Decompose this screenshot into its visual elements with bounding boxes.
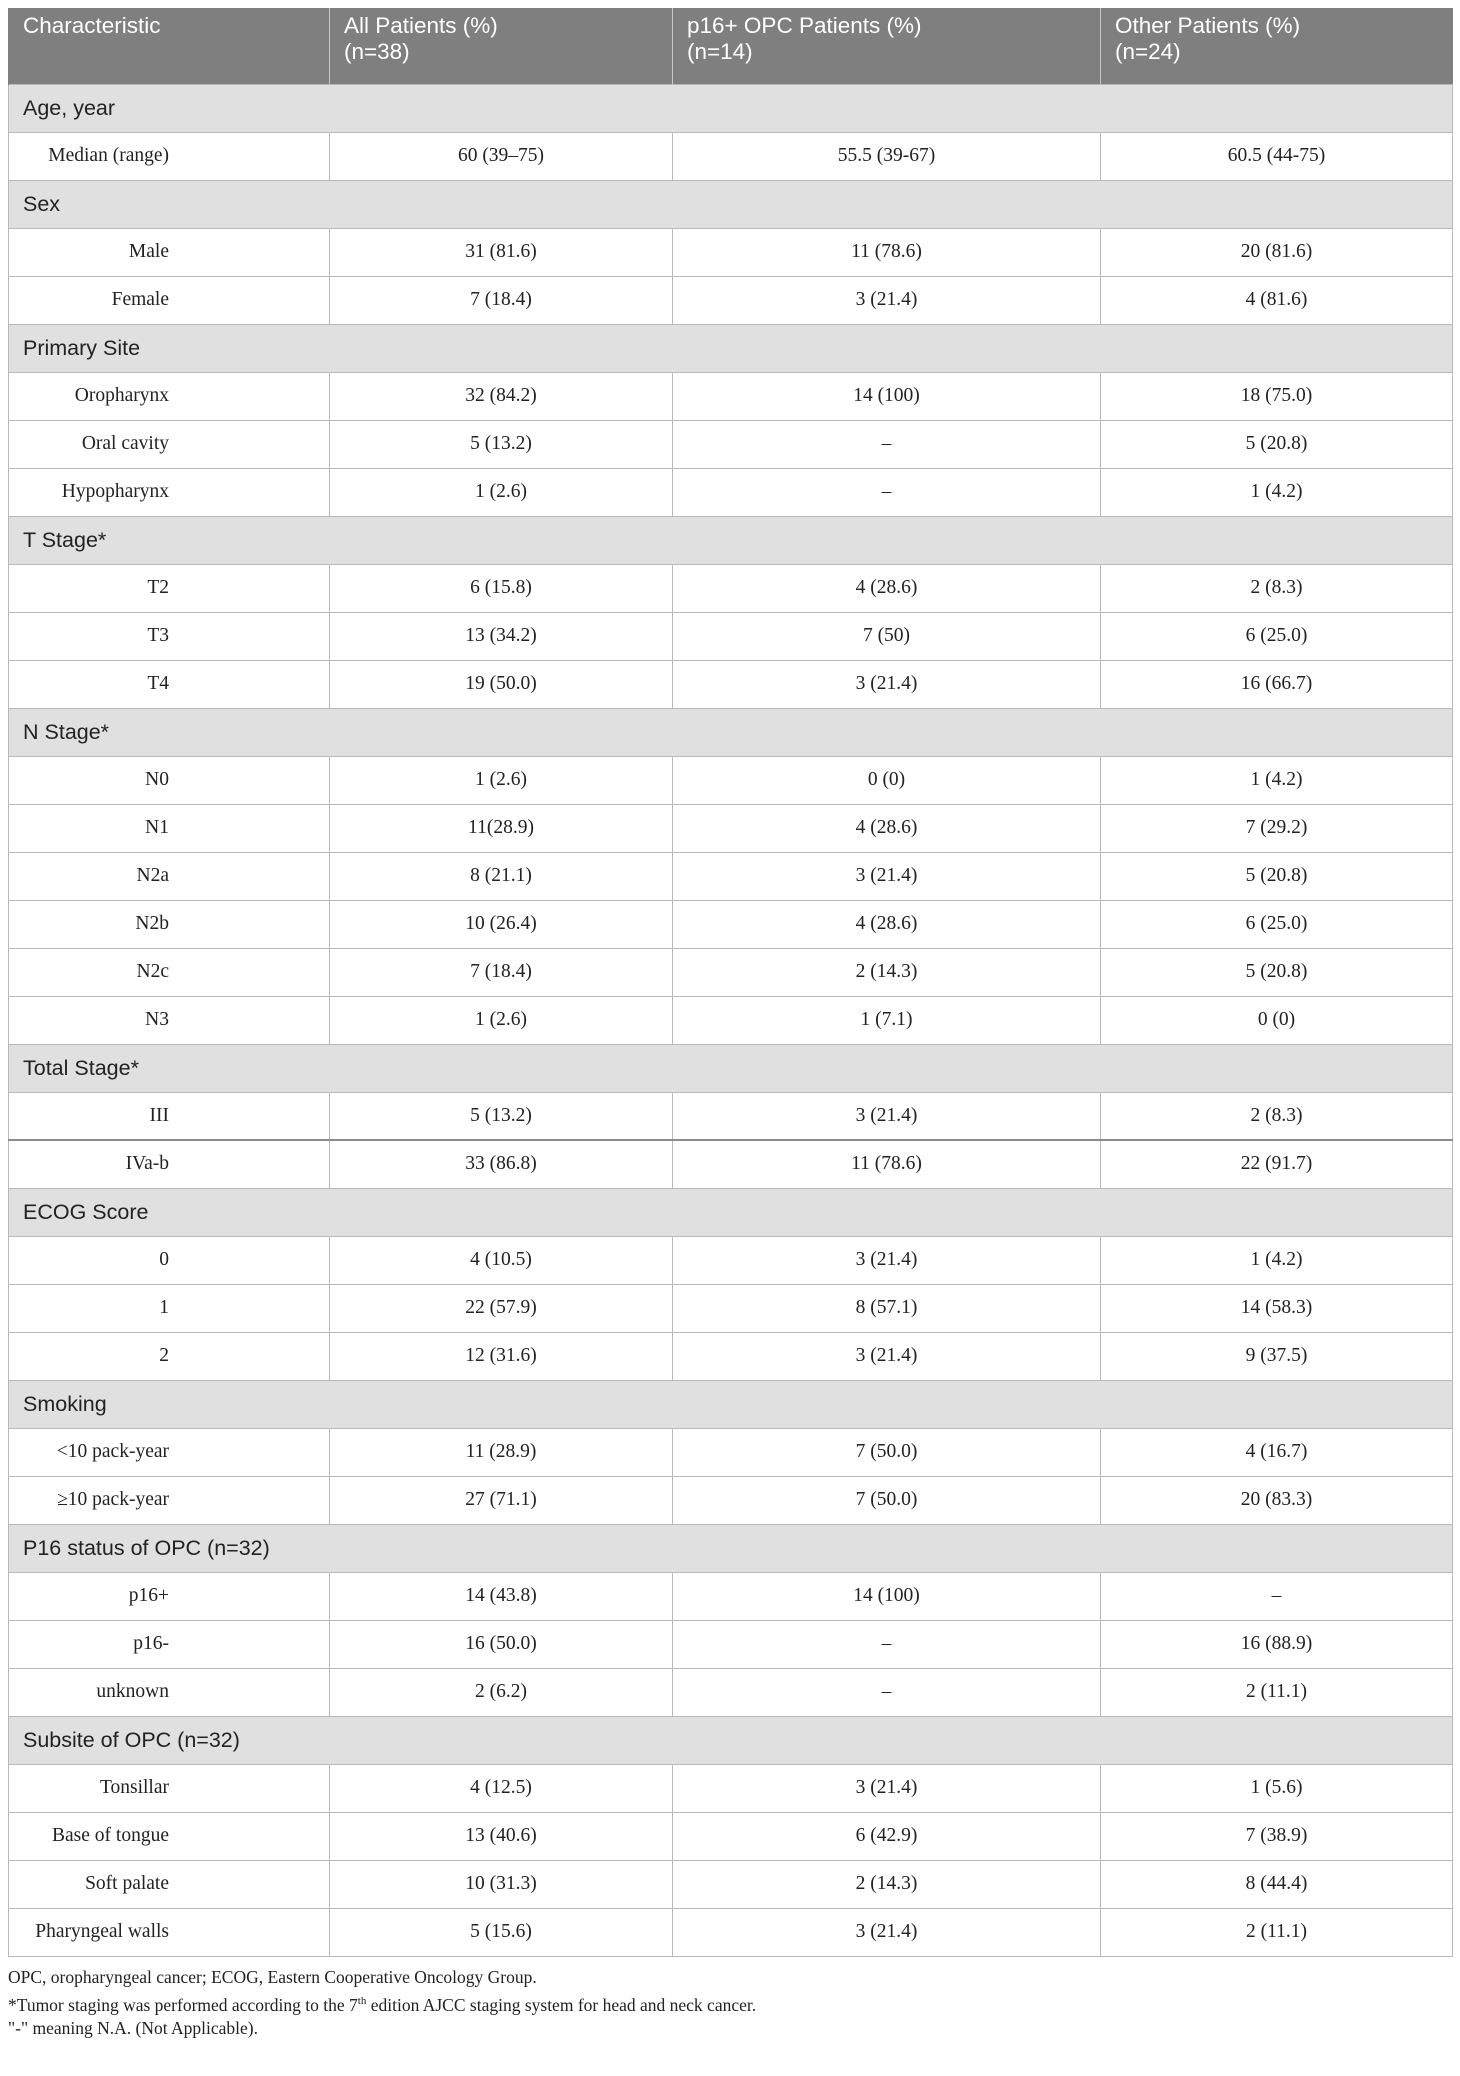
p16-opc-value: – (673, 420, 1101, 468)
other-patients-value: 2 (8.3) (1101, 564, 1453, 612)
header-all-patients (330, 8, 673, 84)
section-header-row (9, 1716, 1453, 1764)
other-patients-value: 1 (4.2) (1101, 468, 1453, 516)
section-header-row (9, 324, 1453, 372)
table-row (9, 372, 1453, 420)
section-header-row (9, 516, 1453, 564)
p16-opc-value: 0 (0) (673, 756, 1101, 804)
p16-opc-value: 3 (21.4) (673, 276, 1101, 324)
row-label: T3 (9, 612, 330, 660)
row-label: N3 (9, 996, 330, 1044)
p16-opc-value: – (673, 1620, 1101, 1668)
table-row (9, 1476, 1453, 1524)
table-row (9, 468, 1453, 516)
table-row (9, 420, 1453, 468)
row-label: N2c (9, 948, 330, 996)
p16-opc-value: 7 (50.0) (673, 1428, 1101, 1476)
row-label: p16- (9, 1620, 330, 1668)
row-label: Oropharynx (9, 372, 330, 420)
row-label: 2 (9, 1332, 330, 1380)
section-header-row (9, 180, 1453, 228)
all-patients-value: 5 (15.6) (330, 1908, 673, 1956)
table-row (9, 1812, 1453, 1860)
row-label: N0 (9, 756, 330, 804)
all-patients-value: 10 (31.3) (330, 1860, 673, 1908)
p16-opc-value: 14 (100) (673, 1572, 1101, 1620)
p16-opc-value: 3 (21.4) (673, 1908, 1101, 1956)
section-title: T Stage* (9, 516, 1453, 564)
other-patients-value: 7 (29.2) (1101, 804, 1453, 852)
header-row (9, 8, 1453, 84)
all-patients-value: 16 (50.0) (330, 1620, 673, 1668)
other-patients-value: 2 (8.3) (1101, 1092, 1453, 1140)
section-title: Subsite of OPC (n=32) (9, 1716, 1453, 1764)
table-row (9, 1236, 1453, 1284)
all-patients-value: 7 (18.4) (330, 948, 673, 996)
p16-opc-value: 3 (21.4) (673, 852, 1101, 900)
section-header-row (9, 1380, 1453, 1428)
section-header-row (9, 708, 1453, 756)
section-title: Sex (9, 180, 1453, 228)
other-patients-value: 2 (11.1) (1101, 1908, 1453, 1956)
table-row (9, 1908, 1453, 1956)
section-title: Age, year (9, 84, 1453, 132)
p16-opc-value: 2 (14.3) (673, 1860, 1101, 1908)
table-row (9, 1572, 1453, 1620)
p16-opc-value: 7 (50) (673, 612, 1101, 660)
header-p16-opc-patients (673, 8, 1101, 84)
other-patients-value: 5 (20.8) (1101, 420, 1453, 468)
section-title: P16 status of OPC (n=32) (9, 1524, 1453, 1572)
p16-opc-value: 14 (100) (673, 372, 1101, 420)
table-body (9, 84, 1453, 1956)
other-patients-value: 14 (58.3) (1101, 1284, 1453, 1332)
other-patients-value: 1 (4.2) (1101, 1236, 1453, 1284)
row-label: Pharyngeal walls (9, 1908, 330, 1956)
all-patients-value: 2 (6.2) (330, 1668, 673, 1716)
p16-opc-value: 4 (28.6) (673, 564, 1101, 612)
header-label: p16+ OPC Patients (%) (687, 13, 922, 38)
other-patients-value: 20 (81.6) (1101, 228, 1453, 276)
row-label: p16+ (9, 1572, 330, 1620)
p16-opc-value: 3 (21.4) (673, 1092, 1101, 1140)
p16-opc-value: 11 (78.6) (673, 228, 1101, 276)
table-row (9, 1284, 1453, 1332)
header-characteristic (9, 8, 330, 84)
all-patients-value: 27 (71.1) (330, 1476, 673, 1524)
table-row (9, 276, 1453, 324)
section-header-row (9, 1044, 1453, 1092)
table-row (9, 1764, 1453, 1812)
header-count: (n=24) (1115, 39, 1181, 64)
header-count: (n=14) (687, 39, 753, 64)
all-patients-value: 8 (21.1) (330, 852, 673, 900)
all-patients-value: 10 (26.4) (330, 900, 673, 948)
table-footnotes (8, 1965, 1452, 2041)
header-label: Other Patients (%) (1115, 13, 1301, 38)
row-label: Base of tongue (9, 1812, 330, 1860)
other-patients-value: 5 (20.8) (1101, 852, 1453, 900)
footnote-staging (8, 1989, 1452, 2017)
all-patients-value: 4 (10.5) (330, 1236, 673, 1284)
other-patients-value: 6 (25.0) (1101, 900, 1453, 948)
other-patients-value: 18 (75.0) (1101, 372, 1453, 420)
all-patients-value: 12 (31.6) (330, 1332, 673, 1380)
table-row (9, 900, 1453, 948)
row-label: Female (9, 276, 330, 324)
other-patients-value: 0 (0) (1101, 996, 1453, 1044)
table-row (9, 996, 1453, 1044)
p16-opc-value: 55.5 (39-67) (673, 132, 1101, 180)
all-patients-value: 22 (57.9) (330, 1284, 673, 1332)
other-patients-value: 16 (66.7) (1101, 660, 1453, 708)
table-row (9, 1332, 1453, 1380)
other-patients-value: 7 (38.9) (1101, 1812, 1453, 1860)
table-row (9, 612, 1453, 660)
other-patients-value: 1 (5.6) (1101, 1764, 1453, 1812)
table-row (9, 852, 1453, 900)
section-header-row (9, 84, 1453, 132)
row-label: N2a (9, 852, 330, 900)
table-row (9, 660, 1453, 708)
row-label: Hypopharynx (9, 468, 330, 516)
all-patients-value: 1 (2.6) (330, 996, 673, 1044)
all-patients-value: 11 (28.9) (330, 1428, 673, 1476)
other-patients-value: 4 (16.7) (1101, 1428, 1453, 1476)
all-patients-value: 33 (86.8) (330, 1140, 673, 1188)
all-patients-value: 4 (12.5) (330, 1764, 673, 1812)
row-label: Soft palate (9, 1860, 330, 1908)
footnote-superscript: th (357, 1994, 367, 2007)
section-title: Total Stage* (9, 1044, 1453, 1092)
section-title: ECOG Score (9, 1188, 1453, 1236)
section-title: N Stage* (9, 708, 1453, 756)
other-patients-value: 9 (37.5) (1101, 1332, 1453, 1380)
other-patients-value: 20 (83.3) (1101, 1476, 1453, 1524)
table-row (9, 948, 1453, 996)
all-patients-value: 13 (34.2) (330, 612, 673, 660)
header-label: All Patients (%) (344, 13, 498, 38)
table-container (8, 8, 1452, 2040)
footnote-abbreviations: OPC, oropharyngeal cancer; ECOG, Eastern Cooperative Oncology Group. (8, 1966, 537, 1987)
other-patients-value: – (1101, 1572, 1453, 1620)
header-count: (n=38) (344, 39, 410, 64)
other-patients-value: 4 (81.6) (1101, 276, 1453, 324)
table-row (9, 564, 1453, 612)
section-header-row (9, 1188, 1453, 1236)
row-label: Tonsillar (9, 1764, 330, 1812)
other-patients-value: 1 (4.2) (1101, 756, 1453, 804)
all-patients-value: 5 (13.2) (330, 420, 673, 468)
all-patients-value: 1 (2.6) (330, 756, 673, 804)
p16-opc-value: 7 (50.0) (673, 1476, 1101, 1524)
row-label: III (9, 1092, 330, 1140)
footnote-not-applicable: "-" meaning N.A. (Not Applicable). (8, 2018, 258, 2039)
all-patients-value: 14 (43.8) (330, 1572, 673, 1620)
all-patients-value: 31 (81.6) (330, 228, 673, 276)
row-label: Oral cavity (9, 420, 330, 468)
all-patients-value: 19 (50.0) (330, 660, 673, 708)
section-title: Primary Site (9, 324, 1453, 372)
p16-opc-value: 3 (21.4) (673, 1236, 1101, 1284)
other-patients-value: 60.5 (44-75) (1101, 132, 1453, 180)
all-patients-value: 60 (39–75) (330, 132, 673, 180)
table-row (9, 1428, 1453, 1476)
all-patients-value: 13 (40.6) (330, 1812, 673, 1860)
row-label: Median (range) (9, 132, 330, 180)
other-patients-value: 16 (88.9) (1101, 1620, 1453, 1668)
row-label: Male (9, 228, 330, 276)
other-patients-value: 5 (20.8) (1101, 948, 1453, 996)
p16-opc-value: 2 (14.3) (673, 948, 1101, 996)
table-row (9, 1092, 1453, 1140)
table-row (9, 756, 1453, 804)
p16-opc-value: 11 (78.6) (673, 1140, 1101, 1188)
table-row (9, 1860, 1453, 1908)
row-label: 0 (9, 1236, 330, 1284)
p16-opc-value: 1 (7.1) (673, 996, 1101, 1044)
p16-opc-value: 3 (21.4) (673, 660, 1101, 708)
row-label: T4 (9, 660, 330, 708)
header-other-patients (1101, 8, 1453, 84)
footnote-staging-text: *Tumor staging was performed according to the 7 (8, 1994, 358, 2015)
footnote-staging-text-end: edition AJCC staging system for head and neck cancer. (366, 1994, 757, 2015)
p16-opc-value: 4 (28.6) (673, 804, 1101, 852)
p16-opc-value: 8 (57.1) (673, 1284, 1101, 1332)
row-label: N2b (9, 900, 330, 948)
header-label: Characteristic (23, 13, 161, 38)
p16-opc-value: 6 (42.9) (673, 1812, 1101, 1860)
section-header-row (9, 1524, 1453, 1572)
table-row (9, 132, 1453, 180)
other-patients-value: 8 (44.4) (1101, 1860, 1453, 1908)
table-row (9, 1620, 1453, 1668)
p16-opc-value: 3 (21.4) (673, 1332, 1101, 1380)
table-row (9, 804, 1453, 852)
table-row (9, 1140, 1453, 1188)
section-title: Smoking (9, 1380, 1453, 1428)
all-patients-value: 5 (13.2) (330, 1092, 673, 1140)
all-patients-value: 1 (2.6) (330, 468, 673, 516)
all-patients-value: 32 (84.2) (330, 372, 673, 420)
patient-characteristics-table (8, 8, 1453, 1957)
p16-opc-value: – (673, 468, 1101, 516)
row-label: T2 (9, 564, 330, 612)
table-row (9, 1668, 1453, 1716)
all-patients-value: 6 (15.8) (330, 564, 673, 612)
all-patients-value: 7 (18.4) (330, 276, 673, 324)
p16-opc-value: 4 (28.6) (673, 900, 1101, 948)
row-label: unknown (9, 1668, 330, 1716)
row-label: ≥10 pack-year (9, 1476, 330, 1524)
other-patients-value: 22 (91.7) (1101, 1140, 1453, 1188)
table-row (9, 228, 1453, 276)
p16-opc-value: 3 (21.4) (673, 1764, 1101, 1812)
row-label: 1 (9, 1284, 330, 1332)
all-patients-value: 11(28.9) (330, 804, 673, 852)
row-label: IVa-b (9, 1140, 330, 1188)
row-label: <10 pack-year (9, 1428, 330, 1476)
other-patients-value: 2 (11.1) (1101, 1668, 1453, 1716)
other-patients-value: 6 (25.0) (1101, 612, 1453, 660)
row-label: N1 (9, 804, 330, 852)
p16-opc-value: – (673, 1668, 1101, 1716)
